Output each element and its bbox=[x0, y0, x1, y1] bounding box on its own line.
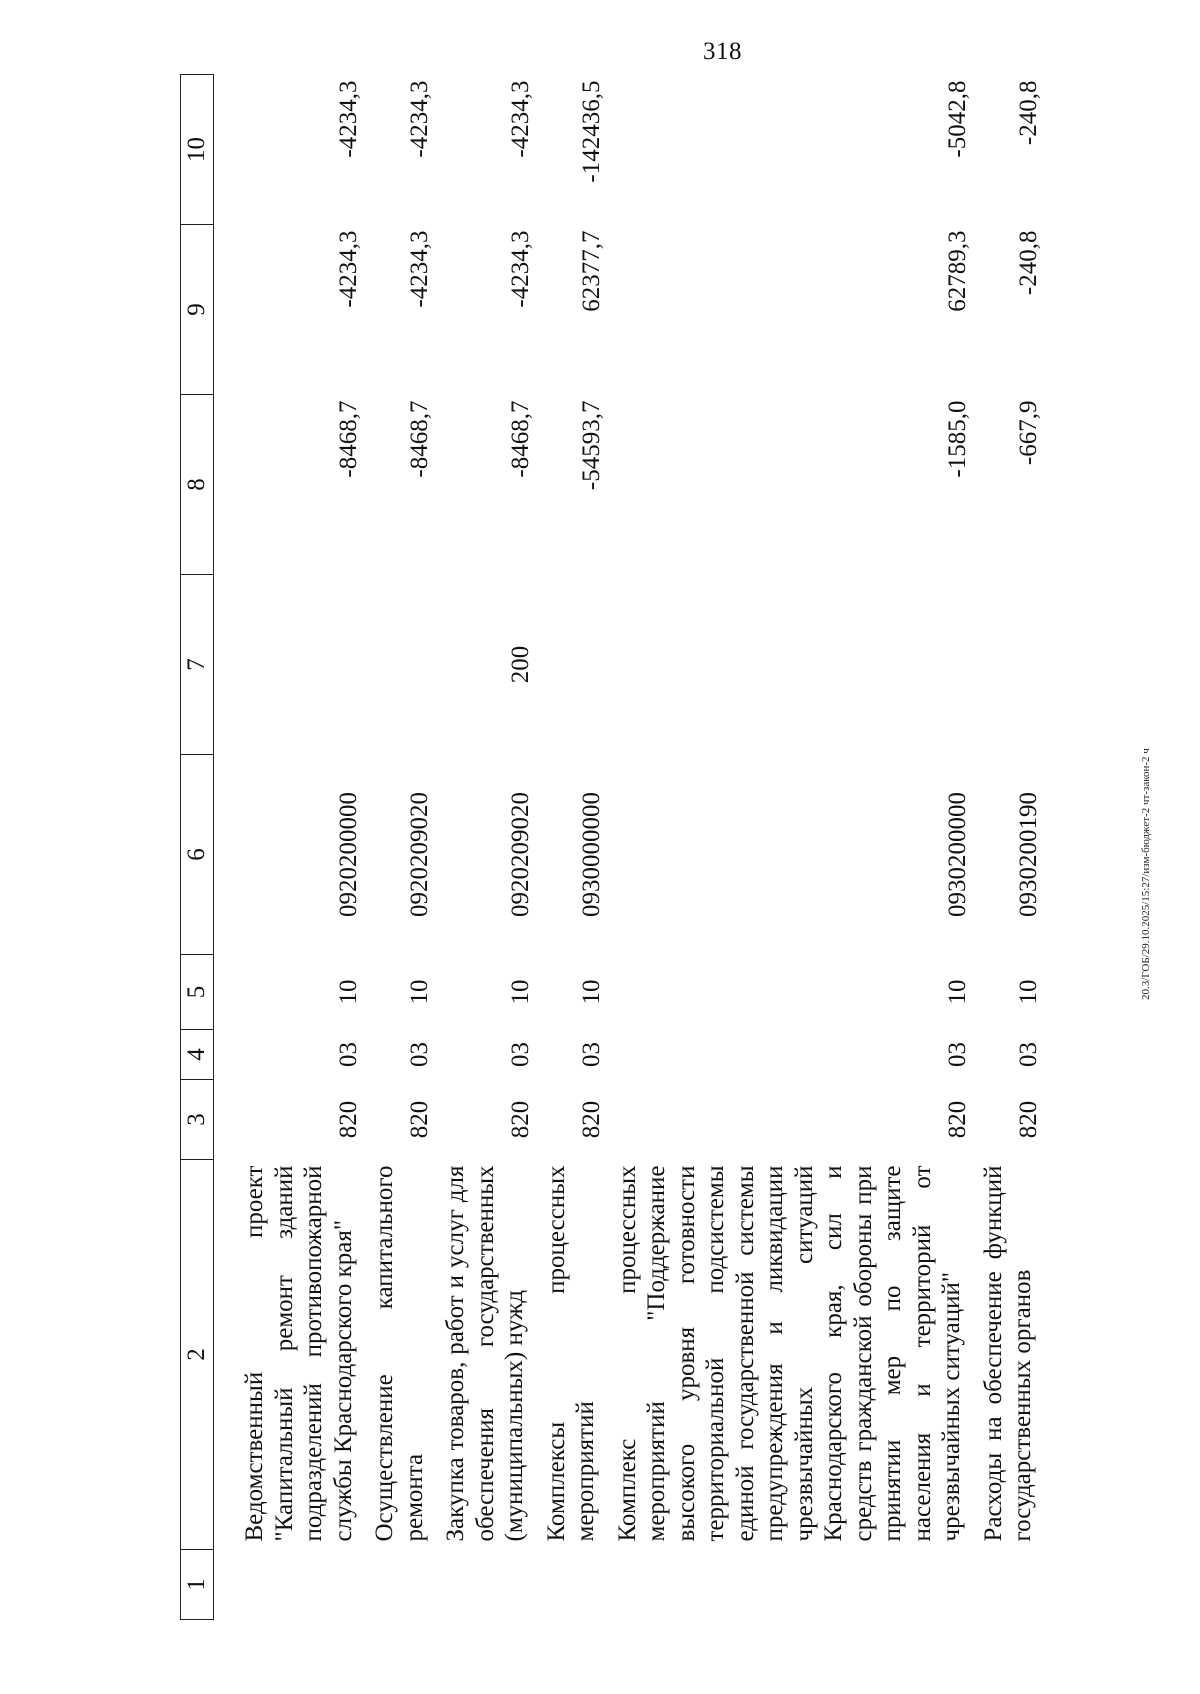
cell-col6: 0920200000 bbox=[335, 792, 362, 917]
table-row bbox=[214, 75, 365, 1620]
cell-col4: 03 bbox=[577, 1042, 605, 1067]
cell-col3: 820 bbox=[1014, 1100, 1042, 1139]
cell-description: Закупка товаров, работ и услуг для обеспечения государственных (муниципальных) нужд bbox=[442, 1165, 528, 1542]
cell-col3: 820 bbox=[335, 1100, 362, 1139]
cell-col9: 62377,7 bbox=[577, 230, 605, 312]
col-header-4: 4 bbox=[181, 1030, 214, 1080]
cell-col4: 03 bbox=[943, 1042, 971, 1067]
cell-col8: -1585,0 bbox=[943, 400, 971, 478]
cell-col1 bbox=[973, 1550, 1044, 1620]
table-row bbox=[607, 75, 973, 1620]
cell-col5: 10 bbox=[577, 979, 605, 1005]
col-header-9: 9 bbox=[181, 225, 214, 395]
cell-col9: -4234,3 bbox=[506, 230, 534, 308]
cell-description: Расходы на обеспечение функций государственных органов bbox=[979, 1165, 1036, 1542]
cell-col8: -8468,7 bbox=[506, 400, 534, 478]
cell-col8: -667,9 bbox=[1014, 400, 1042, 466]
cell-col4: 03 bbox=[335, 1042, 362, 1067]
cell-col4: 03 bbox=[406, 1042, 433, 1067]
cell-col3: 820 bbox=[943, 1100, 971, 1139]
cell-col8: -54593,7 bbox=[577, 400, 605, 491]
cell-col10: -142436,5 bbox=[577, 80, 605, 183]
cell-col9: -4234,3 bbox=[335, 230, 362, 308]
col-header-1: 1 bbox=[181, 1550, 214, 1620]
cell-col1 bbox=[607, 1550, 973, 1620]
cell-col7 bbox=[364, 575, 435, 755]
cell-col10: -4234,3 bbox=[406, 80, 433, 158]
table-row bbox=[364, 75, 435, 1620]
cell-col5: 10 bbox=[335, 979, 362, 1005]
cell-col6: 0920209020 bbox=[406, 792, 433, 917]
cell-col6: 0930000000 bbox=[577, 792, 605, 917]
cell-col8: -8468,7 bbox=[335, 400, 362, 478]
cell-col6: 0920209020 bbox=[506, 792, 534, 917]
page-number: 318 bbox=[703, 38, 742, 65]
col-header-8: 8 bbox=[181, 395, 214, 575]
cell-col1 bbox=[214, 1550, 365, 1620]
cell-col6: 0930200000 bbox=[943, 792, 971, 917]
cell-col5: 10 bbox=[506, 979, 534, 1005]
cell-col5: 10 bbox=[1014, 979, 1042, 1005]
cell-col3: 820 bbox=[577, 1100, 605, 1139]
cell-col10: -5042,8 bbox=[943, 80, 971, 158]
cell-col10: -240,8 bbox=[1014, 80, 1042, 146]
cell-col3: 820 bbox=[406, 1100, 433, 1139]
col-header-3: 3 bbox=[181, 1080, 214, 1160]
cell-col7 bbox=[973, 575, 1044, 755]
cell-col4: 03 bbox=[1014, 1042, 1042, 1067]
cell-description: Комплекс процессных мероприятий "Поддержание высокого уровня готовности территориальной подсистемы единой государственной системы предупреждения и ликвидации чрезвычайных ситуаций Краснодарского края, сил и средств гражданской обороны при принятии мер по защите населения и территорий от чрезвычайных ситуаций" bbox=[613, 1165, 965, 1542]
table-row bbox=[435, 75, 536, 1620]
cell-col4: 03 bbox=[506, 1042, 534, 1067]
cell-col10: -4234,3 bbox=[335, 80, 362, 158]
cell-col7: 200 bbox=[506, 645, 534, 684]
cell-col5: 10 bbox=[406, 979, 433, 1005]
rotated-table-wrapper bbox=[180, 75, 1140, 1620]
cell-col1 bbox=[435, 1550, 536, 1620]
cell-col1 bbox=[364, 1550, 435, 1620]
cell-description: Комплексы процессных мероприятий bbox=[542, 1165, 599, 1542]
cell-col7 bbox=[607, 575, 973, 755]
col-header-6: 6 bbox=[181, 755, 214, 955]
header-row bbox=[181, 75, 214, 1620]
cell-col9: -240,8 bbox=[1014, 230, 1042, 296]
cell-col1 bbox=[536, 1550, 607, 1620]
col-header-5: 5 bbox=[181, 955, 214, 1030]
col-header-10: 10 bbox=[181, 75, 214, 225]
cell-description: Осуществление капитального ремонта bbox=[371, 1165, 428, 1542]
cell-col8: -8468,7 bbox=[406, 400, 433, 478]
cell-col5: 10 bbox=[943, 979, 971, 1005]
cell-col9: -4234,3 bbox=[406, 230, 433, 308]
cell-col7 bbox=[214, 575, 365, 755]
budget-table bbox=[180, 74, 1044, 1620]
footer-code: 20.3/ГОБ/29.10.2025/15:27/изм-бюджет-2 чт-закон-2 ч bbox=[1140, 748, 1152, 1000]
cell-description: Ведомственный проект "Капитальный ремонт зданий подразделений противопожарной службы Краснодарского края" bbox=[241, 1165, 357, 1542]
cell-col6: 0930200190 bbox=[1014, 792, 1042, 917]
cell-col7 bbox=[536, 575, 607, 755]
cell-col3: 820 bbox=[506, 1100, 534, 1139]
col-header-2: 2 bbox=[181, 1160, 214, 1550]
col-header-7: 7 bbox=[181, 575, 214, 755]
table-row bbox=[536, 75, 607, 1620]
cell-col9: 62789,3 bbox=[943, 230, 971, 312]
table-row bbox=[973, 75, 1044, 1620]
cell-col10: -4234,3 bbox=[506, 80, 534, 158]
